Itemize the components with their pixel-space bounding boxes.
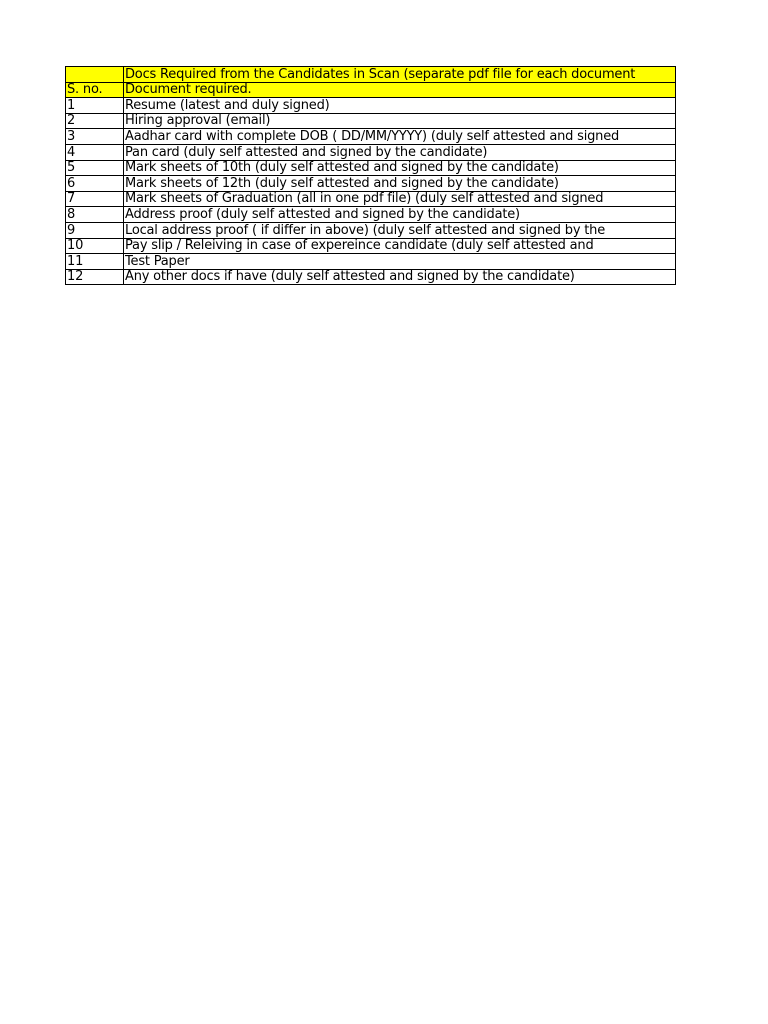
document-cell[interactable]: Mark sheets of 10th (duly self attested and signed by the candidate) [124,160,676,176]
document-cell[interactable]: Address proof (duly self attested and signed by the candidate) [124,207,676,223]
table-row [66,129,676,145]
document-cell[interactable]: Local address proof ( if differ in above) (duly self attested and signed by the [124,222,676,238]
sno-cell[interactable]: 5 [66,160,124,176]
table-row [66,269,676,285]
sno-cell[interactable]: 10 [66,238,124,254]
document-cell[interactable]: Aadhar card with complete DOB ( DD/MM/YYYY) (duly self attested and signed [124,129,676,145]
sno-cell[interactable]: 4 [66,144,124,160]
table-row [66,144,676,160]
sheet-title[interactable]: Docs Required from the Candidates in Scan (separate pdf file for each document [124,67,676,83]
table-row [66,176,676,192]
header-row [66,82,676,98]
header-document[interactable]: Document required. [124,82,676,98]
sno-cell[interactable]: 3 [66,129,124,145]
sno-cell[interactable]: 1 [66,98,124,114]
table-row [66,98,676,114]
title-row [66,67,676,83]
document-cell[interactable]: Any other docs if have (duly self attested and signed by the candidate) [124,269,676,285]
documents-table [65,66,676,285]
table-row [66,191,676,207]
title-empty-cell[interactable] [66,67,124,83]
sno-cell[interactable]: 11 [66,254,124,270]
document-cell[interactable]: Pan card (duly self attested and signed by the candidate) [124,144,676,160]
document-cell[interactable]: Mark sheets of Graduation (all in one pdf file) (duly self attested and signed [124,191,676,207]
document-cell[interactable]: Hiring approval (email) [124,113,676,129]
table-row [66,222,676,238]
sno-cell[interactable]: 9 [66,222,124,238]
header-sno[interactable]: S. no. [66,82,124,98]
sno-cell[interactable]: 6 [66,176,124,192]
sno-cell[interactable]: 7 [66,191,124,207]
document-cell[interactable]: Mark sheets of 12th (duly self attested and signed by the candidate) [124,176,676,192]
document-cell[interactable]: Test Paper [124,254,676,270]
document-cell[interactable]: Resume (latest and duly signed) [124,98,676,114]
document-cell[interactable]: Pay slip / Releiving in case of expereince candidate (duly self attested and [124,238,676,254]
table-row [66,207,676,223]
sno-cell[interactable]: 2 [66,113,124,129]
table-row [66,160,676,176]
table-row [66,254,676,270]
table-row [66,113,676,129]
sno-cell[interactable]: 12 [66,269,124,285]
table-row [66,238,676,254]
sno-cell[interactable]: 8 [66,207,124,223]
